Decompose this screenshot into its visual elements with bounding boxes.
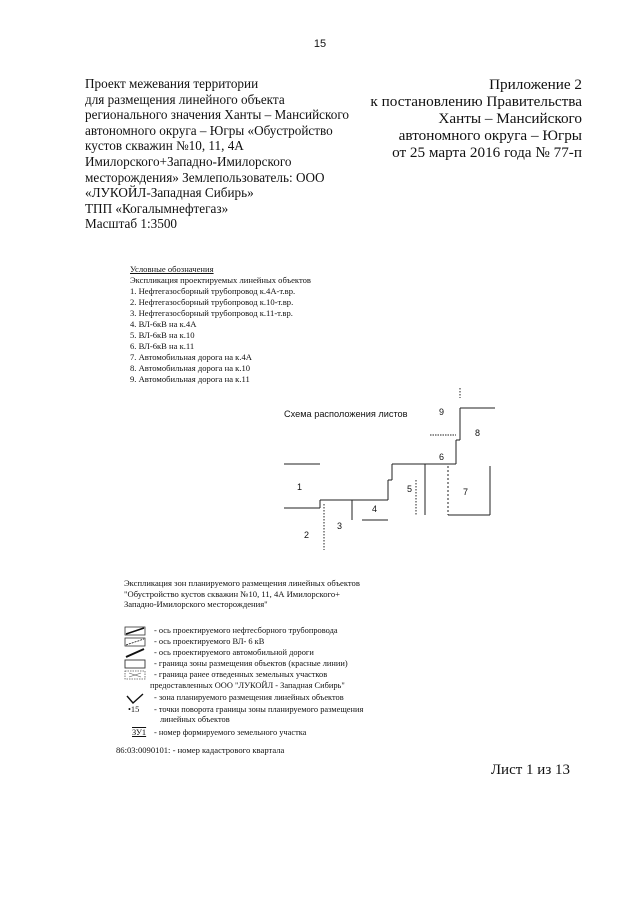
sheet-number-9: 9 bbox=[439, 407, 445, 417]
legend-item: 5. ВЛ-6кВ на к.10 bbox=[130, 330, 195, 340]
turn-point-icon: •15 bbox=[128, 705, 140, 714]
project-line: месторождения» Землепользователь: ООО bbox=[85, 169, 325, 185]
sheet-number-1: 1 bbox=[297, 482, 303, 492]
legend-text: - граница зоны размещения объектов (красные линии) bbox=[154, 659, 348, 668]
legend-text: - номер формируемого земельного участка bbox=[154, 728, 307, 737]
legend-item: 8. Автомобильная дорога на к.10 bbox=[130, 363, 251, 373]
project-line: «ЛУКОЙЛ-Западная Сибирь» bbox=[85, 185, 254, 201]
check-mark-icon bbox=[124, 693, 146, 705]
legend-text: линейных объектов bbox=[160, 715, 230, 724]
legend-text: - ось проектируемого автомобильной дороги bbox=[154, 648, 314, 657]
allotted-land-icon bbox=[124, 670, 146, 680]
zones-legend-heading: Экспликация зон планируемого размещения линейных объектов bbox=[124, 578, 360, 588]
sheet-number-8: 8 bbox=[475, 428, 481, 438]
land-plot-label-icon: ЗУ1 bbox=[132, 728, 147, 737]
zones-legend bbox=[124, 578, 424, 737]
sheet-layout-scheme bbox=[270, 380, 510, 555]
sheet-counter: Лист 1 из 13 bbox=[490, 762, 570, 778]
legend-title: Условные обозначения bbox=[130, 264, 214, 274]
scale-line: Масштаб 1:3500 bbox=[85, 216, 178, 232]
sheet-number-4: 4 bbox=[372, 504, 378, 514]
project-line: кустов скважин №10, 11, 4А bbox=[85, 138, 244, 154]
project-line: ТПП «Когалымнефтегаз» bbox=[85, 200, 229, 216]
sheet-number-5: 5 bbox=[407, 484, 413, 494]
sheet-number-6: 6 bbox=[439, 452, 445, 462]
appendix-line: автономного округа – Югры bbox=[398, 127, 582, 144]
project-line: для размещения линейного объекта bbox=[85, 91, 285, 107]
legend-item: 4. ВЛ-6кВ на к.4А bbox=[130, 319, 197, 329]
zone-boundary-icon bbox=[124, 659, 146, 669]
project-line: Проект межевания территории bbox=[85, 76, 259, 91]
appendix-line: Приложение 2 bbox=[489, 76, 582, 93]
project-line: автономного округа – Югры «Обустройство bbox=[85, 122, 333, 138]
road-axis-icon bbox=[124, 648, 146, 658]
legend-item: 6. ВЛ-6кВ на к.11 bbox=[130, 341, 195, 351]
legend-text: - точки поворота границы зоны планируемого размещения bbox=[154, 705, 364, 714]
appendix-line: от 25 марта 2016 года № 77-п bbox=[392, 144, 582, 161]
legend-text: предоставленных ООО "ЛУКОЙЛ - Западная Сибирь" bbox=[150, 681, 345, 690]
appendix-line: Ханты – Мансийского bbox=[438, 110, 582, 127]
cadastral-note: 86:03:0090101: - номер кадастрового квартала bbox=[116, 745, 285, 755]
appendix-line: к постановлению Правительства bbox=[370, 93, 582, 110]
sheet-number-3: 3 bbox=[337, 521, 343, 531]
objects-legend bbox=[130, 264, 390, 385]
legend-text: - ось проектируемого ВЛ- 6 кВ bbox=[154, 637, 265, 646]
project-line: Имилорского+Западно-Имилорского bbox=[85, 153, 292, 169]
appendix-header bbox=[312, 76, 582, 161]
legend-text: - ось проектируемого нефтесборного трубопровода bbox=[154, 626, 338, 635]
scheme-title: Схема расположения листов bbox=[284, 409, 408, 419]
page-number: 15 bbox=[313, 38, 327, 50]
legend-item: 1. Нефтегазосборный трубопровод к.4А-т.вр. bbox=[130, 286, 296, 296]
project-line: регионального значения Ханты – Мансийского bbox=[85, 107, 350, 123]
sheet-number-2: 2 bbox=[304, 530, 310, 540]
legend-subtitle: Экспликация проектируемых линейных объектов bbox=[130, 275, 311, 285]
power-line-axis-icon bbox=[124, 637, 146, 647]
legend-item: 7. Автомобильная дорога на к.4А bbox=[130, 352, 252, 362]
legend-item: 2. Нефтегазосборный трубопровод к.10-т.вр. bbox=[130, 297, 294, 307]
legend-text: - граница ранее отведенных земельных участков bbox=[154, 670, 328, 679]
legend-item: 9. Автомобильная дорога на к.11 bbox=[130, 374, 250, 384]
sheet-number-7: 7 bbox=[463, 487, 469, 497]
zones-legend-heading: Западно-Имилорского месторождения" bbox=[124, 599, 268, 610]
pipeline-axis-icon bbox=[124, 626, 146, 636]
legend-text: - зона планируемого размещения линейных объектов bbox=[154, 693, 344, 702]
legend-item: 3. Нефтегазосборный трубопровод к.11-т.вр. bbox=[130, 308, 293, 318]
zones-legend-heading: "Обустройство кустов скважин №10, 11, 4А Имилорского+ bbox=[124, 588, 341, 599]
